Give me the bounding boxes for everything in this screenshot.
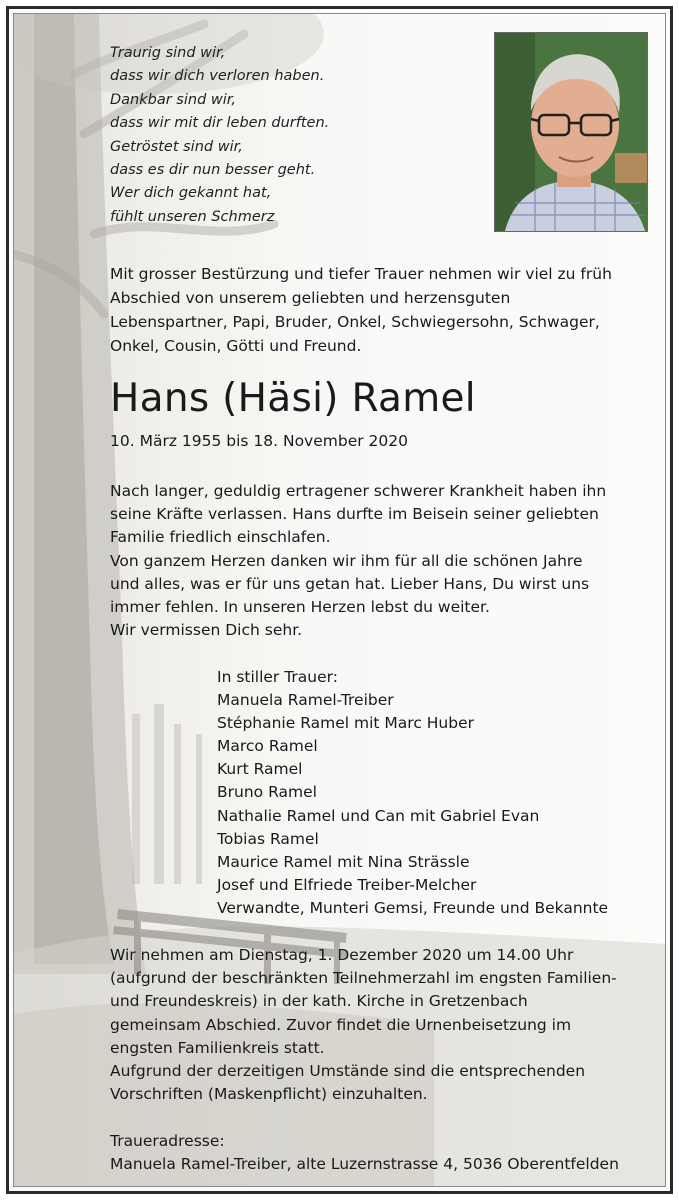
intro-line: Onkel, Cousin, Götti und Freund.	[110, 337, 362, 355]
ceremony-line: Wir nehmen am Dienstag, 1. Dezember 2020 um 14.00 Uhr	[110, 946, 574, 964]
poem-line: dass wir dich verloren haben.	[110, 68, 325, 85]
ceremony-line: engsten Familienkreis statt.	[110, 1038, 325, 1057]
intro-line: Abschied von unserem geliebten und herzensguten	[110, 289, 511, 307]
mourner-name: Marco Ramel	[217, 737, 318, 756]
intro-line: Mit grosser Bestürzung und tiefer Trauer nehmen wir viel zu früh	[110, 265, 612, 283]
ceremony-line: Vorschriften (Maskenpflicht) einzuhalten.	[110, 1085, 428, 1104]
portrait-illustration	[495, 33, 647, 231]
announcement-intro	[110, 262, 666, 358]
mourners-list	[217, 666, 608, 920]
mourner-name: Tobias Ramel	[217, 829, 319, 848]
poem-line: Getröstet sind wir,	[110, 138, 243, 155]
mourner-name: Manuela Ramel-Treiber	[217, 691, 394, 710]
mourner-name: Verwandte, Munteri Gemsi, Freunde und Bekannte	[217, 898, 609, 917]
poem-line: Wer dich gekannt hat,	[110, 185, 272, 202]
message-line: und alles, was er für uns getan hat. Lieber Hans, Du wirst uns	[110, 574, 590, 593]
portrait-photo	[494, 32, 648, 232]
obituary-message	[110, 480, 606, 642]
poem-line: dass es dir nun besser geht.	[110, 162, 316, 179]
address-value: Manuela Ramel-Treiber, alte Luzernstrasse 4, 5036 Oberentfelden	[110, 1155, 619, 1174]
message-line: Wir vermissen Dich sehr.	[110, 621, 303, 640]
obituary-card	[13, 13, 666, 1187]
message-line: Nach langer, geduldig ertragener schwerer Krankheit haben ihn	[110, 482, 607, 500]
poem-line: Dankbar sind wir,	[110, 91, 237, 108]
message-line: immer fehlen. In unseren Herzen lebst du weiter.	[110, 598, 490, 617]
poem-line: Traurig sind wir,	[110, 45, 226, 61]
ceremony-line: und Freundeskreis) in der kath. Kirche in Gretzenbach	[110, 992, 528, 1011]
mourner-name: Stéphanie Ramel mit Marc Huber	[217, 714, 474, 733]
message-line: seine Kräfte verlassen. Hans durfte im Beisein seiner geliebten	[110, 505, 599, 524]
message-line: Familie friedlich einschlafen.	[110, 528, 331, 547]
ceremony-details	[110, 944, 617, 1106]
intro-line: Lebenspartner, Papi, Bruder, Onkel, Schwiegersohn, Schwager,	[110, 313, 600, 331]
poem-line: dass wir mit dir leben durften.	[110, 115, 330, 132]
address-label: Traueradresse:	[110, 1132, 225, 1150]
mourner-name: Josef und Elfriede Treiber-Melcher	[217, 875, 477, 894]
mourner-name: Nathalie Ramel und Can mit Gabriel Evan	[217, 806, 540, 825]
message-line: Von ganzem Herzen danken wir ihm für all die schönen Jahre	[110, 551, 583, 570]
life-dates: 10. März 1955 bis 18. November 2020	[110, 432, 408, 450]
ceremony-line: Aufgrund der derzeitigen Umstände sind die entsprechenden	[110, 1062, 586, 1081]
memorial-poem	[110, 42, 329, 229]
mourners-heading: In stiller Trauer:	[217, 668, 338, 686]
mourning-address	[110, 1130, 619, 1176]
mourner-name: Bruno Ramel	[217, 783, 317, 802]
mourner-name: Kurt Ramel	[217, 760, 303, 779]
ceremony-line: (aufgrund der beschränkten Teilnehmerzahl im engsten Familien-	[110, 969, 617, 988]
ceremony-line: gemeinsam Abschied. Zuvor findet die Urnenbeisetzung im	[110, 1015, 572, 1034]
deceased-name: Hans (Häsi) Ramel	[110, 376, 476, 421]
mourner-name: Maurice Ramel mit Nina Strässle	[217, 852, 470, 871]
poem-line: fühlt unseren Schmerz	[110, 208, 275, 225]
obituary-frame	[6, 6, 673, 1194]
